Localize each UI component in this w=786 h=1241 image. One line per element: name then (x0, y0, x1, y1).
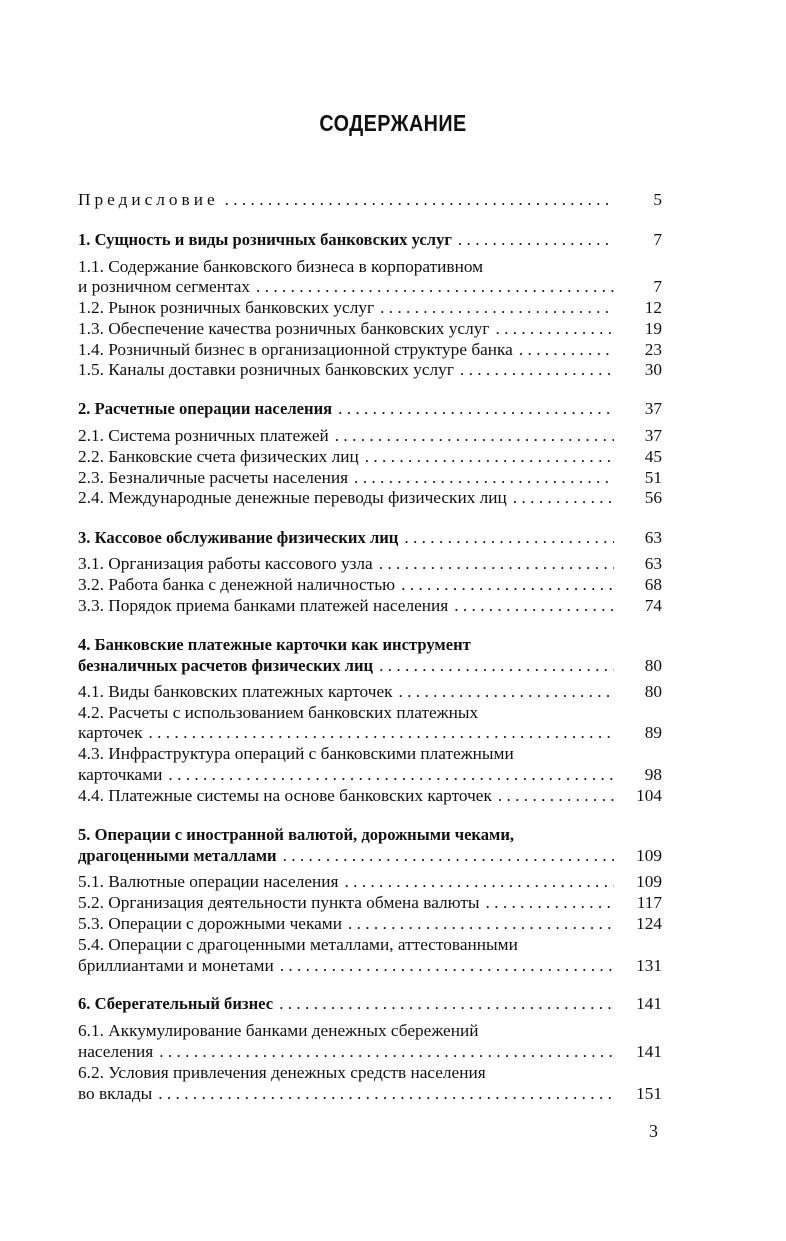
toc-entry-3-3[interactable]: 3.3. Порядок приема банками платежей населения . . . 74 (78, 595, 662, 616)
toc-entry-6-2-line1[interactable]: 6.2. Условия привлечения денежных средств населения (78, 1063, 486, 1082)
toc-entry-2-1[interactable]: 2.1. Система розничных платежей . . . 37 (78, 425, 662, 446)
toc-chapter-3[interactable]: 3. Кассовое обслуживание физических лиц . . . 63 (78, 527, 662, 548)
toc-entry-1-1-line1[interactable]: 1.1. Содержание банковского бизнеса в корпоративном (78, 257, 484, 276)
toc-entry-preface[interactable]: Предисловие . . . 5 (78, 189, 662, 210)
toc-entry-2-3[interactable]: 2.3. Безналичные расчеты населения . . . 51 (78, 467, 662, 488)
toc-entry-4-3-line2[interactable]: карточками . . . 98 (78, 764, 662, 785)
toc-entry-3-2[interactable]: 3.2. Работа банка с денежной наличностью . . . 68 (78, 574, 662, 595)
toc-entry-5-3[interactable]: 5.3. Операции с дорожными чеками . . . 124 (78, 913, 662, 934)
toc-entry-6-1-line1[interactable]: 6.1. Аккумулирование банками денежных сбережений (78, 1021, 479, 1040)
toc-entry-1-4[interactable]: 1.4. Розничный бизнес в организационной структуре банка . . . 23 (78, 339, 662, 360)
toc-entry-4-2-line1[interactable]: 4.2. Расчеты с использованием банковских платежных (78, 703, 479, 722)
toc-entry-4-2-line2[interactable]: карточек . . . 89 (78, 722, 662, 743)
toc-entry-1-5[interactable]: 1.5. Каналы доставки розничных банковских услуг . . . 30 (78, 359, 662, 380)
toc-entry-1-2[interactable]: 1.2. Рынок розничных банковских услуг . . . 12 (78, 297, 662, 318)
toc-chapter-1[interactable]: 1. Сущность и виды розничных банковских услуг . . . 7 (78, 229, 662, 250)
toc-entry-2-2[interactable]: 2.2. Банковские счета физических лиц . . . 45 (78, 446, 662, 467)
toc-entry-4-1[interactable]: 4.1. Виды банковских платежных карточек . . . 80 (78, 681, 662, 702)
toc-chapter-5-line1[interactable]: 5. Операции с иностранной валютой, дорожными чеками, (78, 825, 515, 844)
toc-entry-4-3-line1[interactable]: 4.3. Инфраструктура операций с банковскими платежными (78, 744, 514, 763)
toc-chapter-4-line1[interactable]: 4. Банковские платежные карточки как инструмент (78, 635, 471, 654)
toc-entry-1-1-line2[interactable]: и розничном сегментах . . . 7 (78, 276, 662, 297)
toc-chapter-4-line2[interactable]: безналичных расчетов физических лиц . . . 80 (78, 655, 662, 676)
toc-entry-5-1[interactable]: 5.1. Валютные операции населения . . . 109 (78, 871, 662, 892)
toc-entry-6-1-line2[interactable]: населения . . . 141 (78, 1041, 662, 1062)
toc-entry-5-4-line1[interactable]: 5.4. Операции с драгоценными металлами, аттестованными (78, 935, 518, 954)
toc-chapter-2[interactable]: 2. Расчетные операции населения . . . 37 (78, 398, 662, 419)
toc-entry-1-3[interactable]: 1.3. Обеспечение качества розничных банковских услуг . . . 19 (78, 318, 662, 339)
toc-entry-2-4[interactable]: 2.4. Международные денежные переводы физических лиц . . . 56 (78, 487, 662, 508)
toc-chapter-5-line2[interactable]: драгоценными металлами . . . 109 (78, 845, 662, 866)
page-title: СОДЕРЖАНИЕ (319, 110, 467, 136)
toc-chapter-6[interactable]: 6. Сберегательный бизнес . . . 141 (78, 993, 662, 1014)
toc-entry-4-4[interactable]: 4.4. Платежные системы на основе банковских карточек . . . 104 (78, 785, 662, 806)
page-number: 3 (649, 1121, 658, 1141)
toc-entry-3-1[interactable]: 3.1. Организация работы кассового узла . . . 63 (78, 553, 662, 574)
toc-entry-5-2[interactable]: 5.2. Организация деятельности пункта обмена валюты . . . 117 (78, 892, 662, 913)
toc-entry-5-4-line2[interactable]: бриллиантами и монетами . . . 131 (78, 955, 662, 976)
toc-entry-6-2-line2[interactable]: во вклады . . . 151 (78, 1083, 662, 1104)
